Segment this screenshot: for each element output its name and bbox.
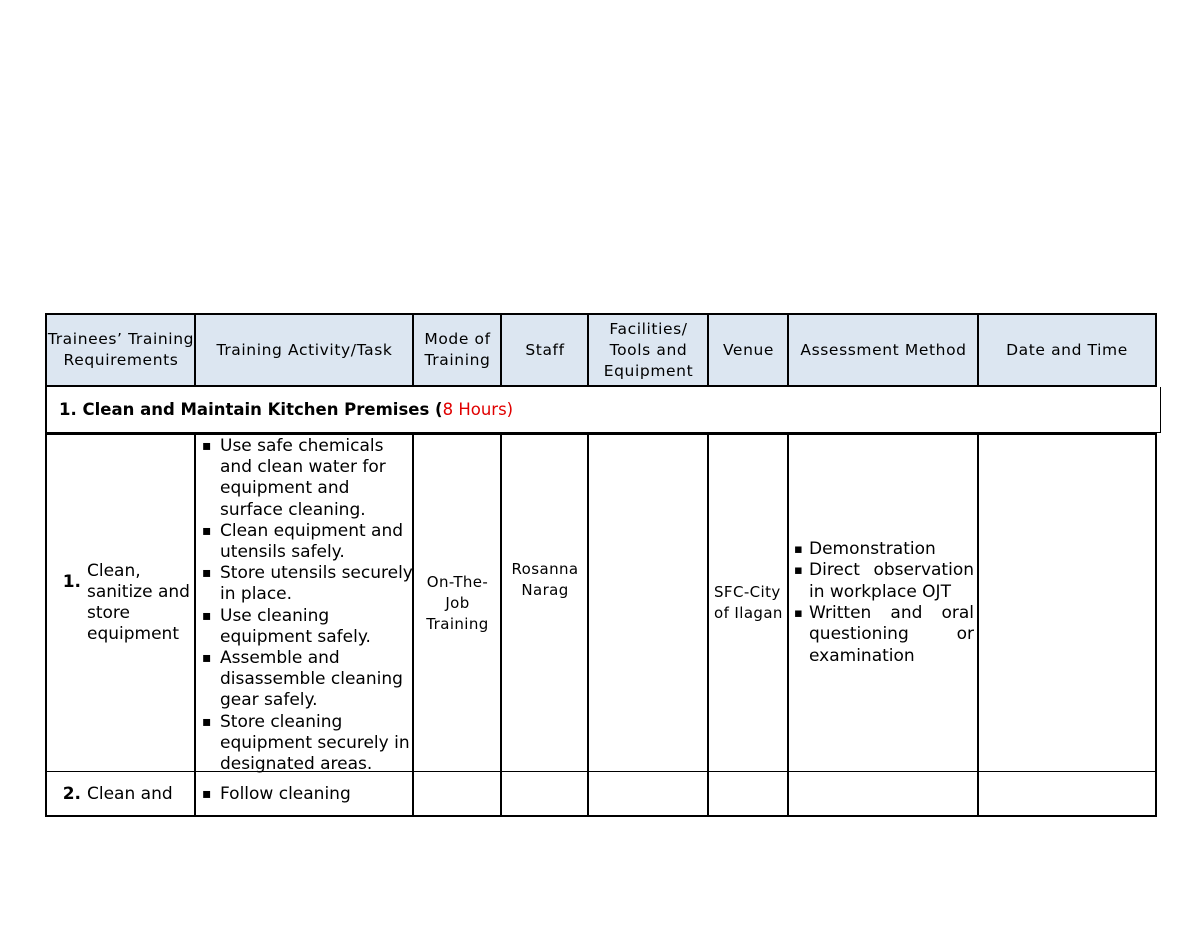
requirement-text: Clean, sanitize and store equipment [87,561,190,644]
assessment-list [789,539,978,667]
header-date-time: Date and Time [977,313,1157,387]
list-item: ▪ Store utensils securely in place. [220,563,413,605]
venue-cell [707,433,788,771]
tasks-cell [194,433,413,775]
facilities-cell [587,771,708,817]
module-hours: 8 Hours) [442,400,514,419]
list-item: ▪ Use safe chemicals and clean water for equipment and surface cleaning. [220,436,413,521]
staff-cell [500,771,588,817]
staff-cell [500,433,588,771]
module-number: 1. [59,400,77,419]
requirement-cell [45,771,195,817]
header-assessment-method: Assessment Method [787,313,978,387]
list-item: ▪ Demonstration [809,539,974,560]
mode-text: On-The-Job Training [426,572,489,633]
header-mode-of-training: Mode of Training [412,313,501,387]
date-time-cell [977,433,1157,771]
module-title-row [45,387,1161,433]
assessment-cell [787,433,978,771]
header-venue: Venue [707,313,788,387]
assessment-cell [787,771,978,817]
staff-text: Rosanna Narag [511,560,579,599]
header-staff: Staff [500,313,588,387]
requirement-number: 1. [62,571,81,592]
date-time-cell [977,771,1157,817]
list-item: ▪ Follow cleaning [196,772,413,815]
facilities-cell [587,433,708,771]
venue-cell [707,771,788,817]
module-title: Clean and Maintain Kitchen Premises ( [82,400,443,419]
table-header-row [45,313,1157,387]
requirement-text: Clean and [87,783,173,804]
venue-text: SFC-City of Ilagan [714,583,783,622]
list-item: ▪ Store cleaning equipment securely in designated areas. [220,712,413,776]
mode-cell [412,771,501,817]
list-item: ▪ Direct observation in workplace OJT [809,560,974,603]
table-row [45,433,1157,775]
list-item: ▪ Assemble and disassemble cleaning gear safely. [220,648,413,712]
header-training-activity: Training Activity/Task [194,313,413,387]
requirement-cell [45,433,195,771]
header-trainees-requirements: Trainees’ Training Requirements [45,313,195,387]
tasks-cell [194,771,413,817]
list-item: ▪ Written and oral questioning or examination [809,603,974,667]
task-list [196,435,413,775]
list-item: ▪ Clean equipment and utensils safely. [220,521,413,563]
list-item: ▪ Use cleaning equipment safely. [220,606,413,648]
table-row [45,771,1157,817]
header-facilities: Facilities/ Tools and Equipment [587,313,708,387]
requirement-number: 2. [62,783,81,804]
mode-cell [412,433,501,771]
